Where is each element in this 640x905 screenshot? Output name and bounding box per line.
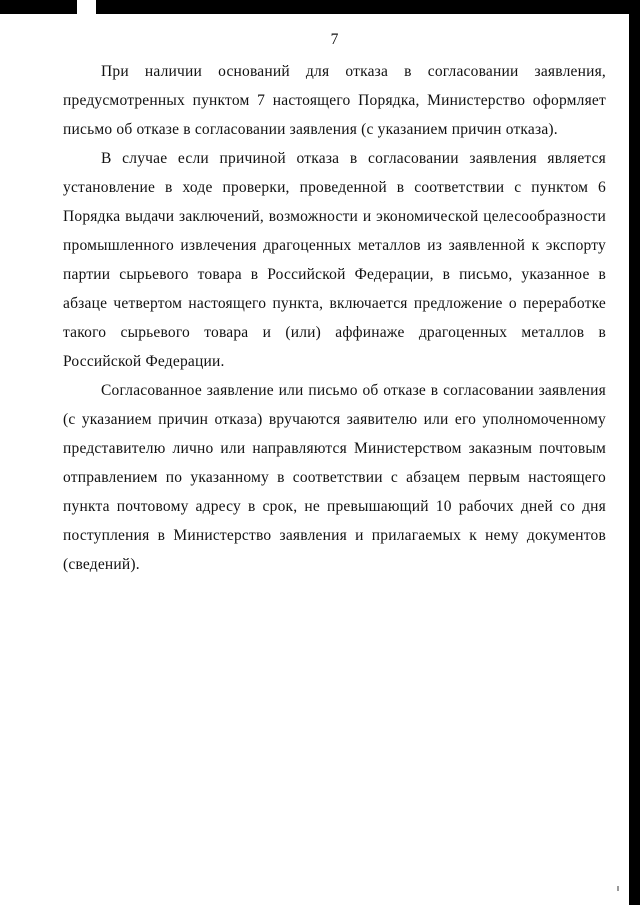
scan-artifact-top-left-bar (0, 0, 77, 14)
scan-speck (617, 886, 619, 891)
page-number: 7 (330, 31, 339, 48)
paragraph-refusal-reason: В случае если причиной отказа в согласовании заявления является установление в ходе проверки, проведенной в соответствии с пунктом 6 Порядка выдачи заключений, возможности и экономической целесообразности промышленного извлечения драгоценных металлов из заявленной к экспорту партии сырьевого товара в Российской Федерации, в письмо, указанное в абзаце четвертом настоящего пункта, включается предложение о переработке такого сырьевого товара и (или) аффинаже драгоценных металлов в Российской Федерации. (63, 150, 606, 370)
paragraph-delivery-terms: Согласованное заявление или письмо об отказе в согласовании заявления (с указанием причин отказа) вручаются заявителю или его уполномоченному представителю лично или направляются Министерством заказным почтовым отправлением по указанному в соответствии с абзацем первым настоящего пункта почтовому адресу в срок, не превышающий 10 рабочих дней со дня поступления в Министерство заявления и прилагаемых к нему документов (сведений). (63, 382, 606, 573)
document-body (63, 57, 606, 579)
scan-artifact-top-right-bar (96, 0, 640, 14)
paragraph-refusal-letter: При наличии оснований для отказа в согласовании заявления, предусмотренных пунктом 7 настоящего Порядка, Министерство оформляет письмо об отказе в согласовании заявления (с указанием причин отказа). (63, 63, 606, 138)
scan-artifact-right-bar (629, 0, 640, 905)
